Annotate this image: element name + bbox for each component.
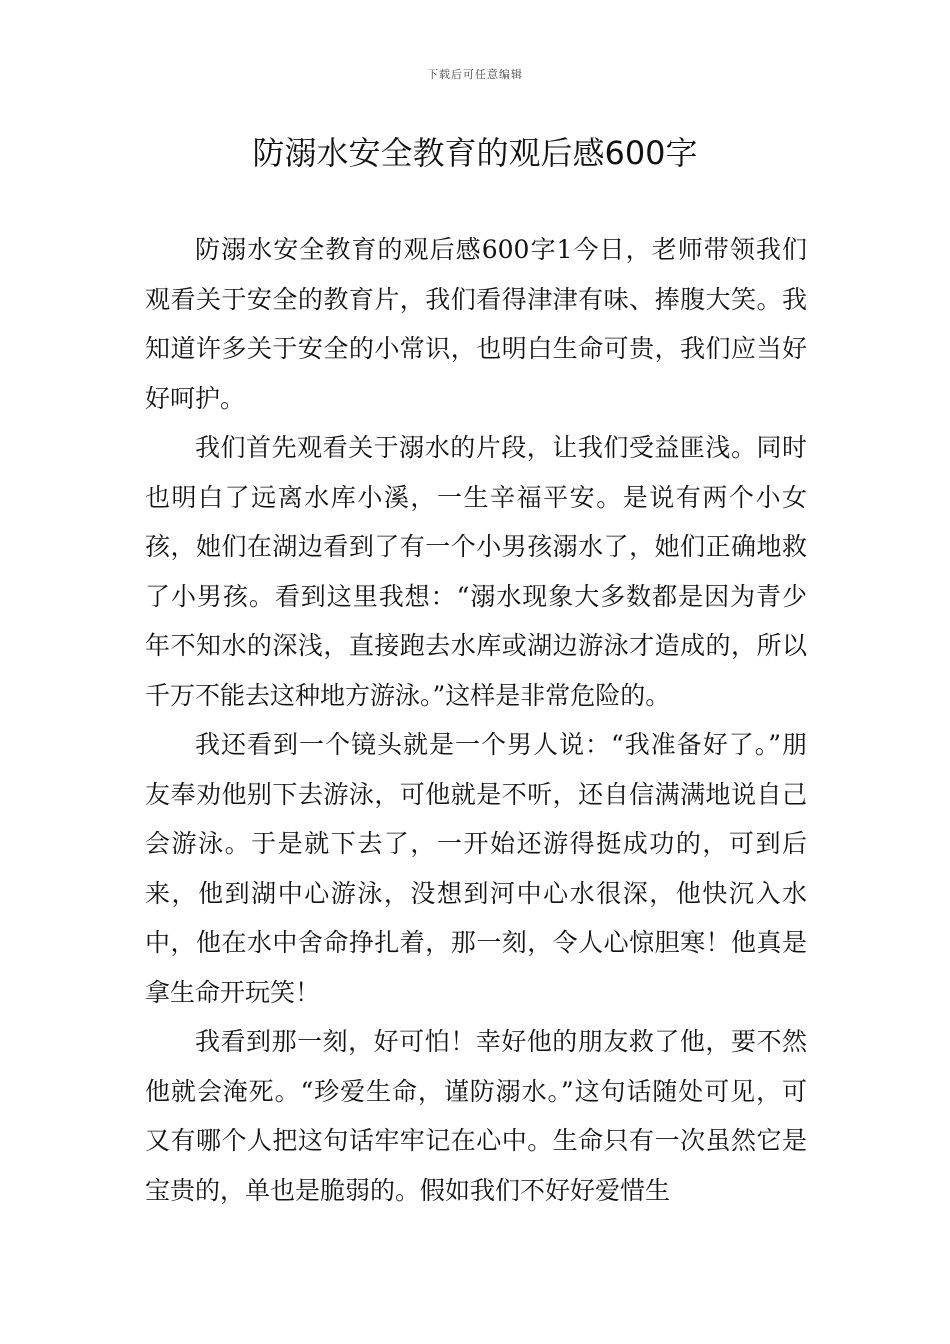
paragraph-3: 我还看到一个镜头就是一个男人说：“我准备好了。”朋友奉劝他别下去游泳，可他就是不听，还自信满满地说自己会游泳。于是就下去了，一开始还游得挺成功的，可到后来，他到湖中心游泳，没想到河中心水很深，他快沉入水中，他在水中舍命挣扎着，那一刻，令人心惊胆寒！他真是拿生命开玩笑！	[145, 730, 807, 1007]
paragraph-4: 我看到那一刻，好可怕！幸好他的朋友救了他，要不然他就会淹死。“珍爱生命，谨防溺水。”这句话随处可见，可又有哪个人把这句话牢牢记在心中。生命只有一次虽然它是宝贵的，单也是脆弱的。假如我们不好好爱惜生	[145, 1027, 807, 1205]
paragraph-1: 防溺水安全教育的观后感600字1今日，老师带领我们观看关于安全的教育片，我们看得津津有味、捧腹大笑。我知道许多关于安全的小常识，也明白生命可贵，我们应当好好呵护。	[145, 235, 807, 413]
header-note: 下载后可任意编辑	[427, 68, 523, 81]
document-body	[145, 225, 807, 1215]
document-title: 防溺水安全教育的观后感600字	[252, 134, 698, 172]
paragraph-2: 我们首先观看关于溺水的片段，让我们受益匪浅。同时也明白了远离水库小溪，一生辛福平安。是说有两个小女孩，她们在湖边看到了有一个小男孩溺水了，她们正确地救了小男孩。看到这里我想：“溺水现象大多数都是因为青少年不知水的深浅，直接跑去水库或湖边游泳才造成的，所以千万不能去这种地方游泳。”这样是非常危险的。	[145, 433, 807, 710]
